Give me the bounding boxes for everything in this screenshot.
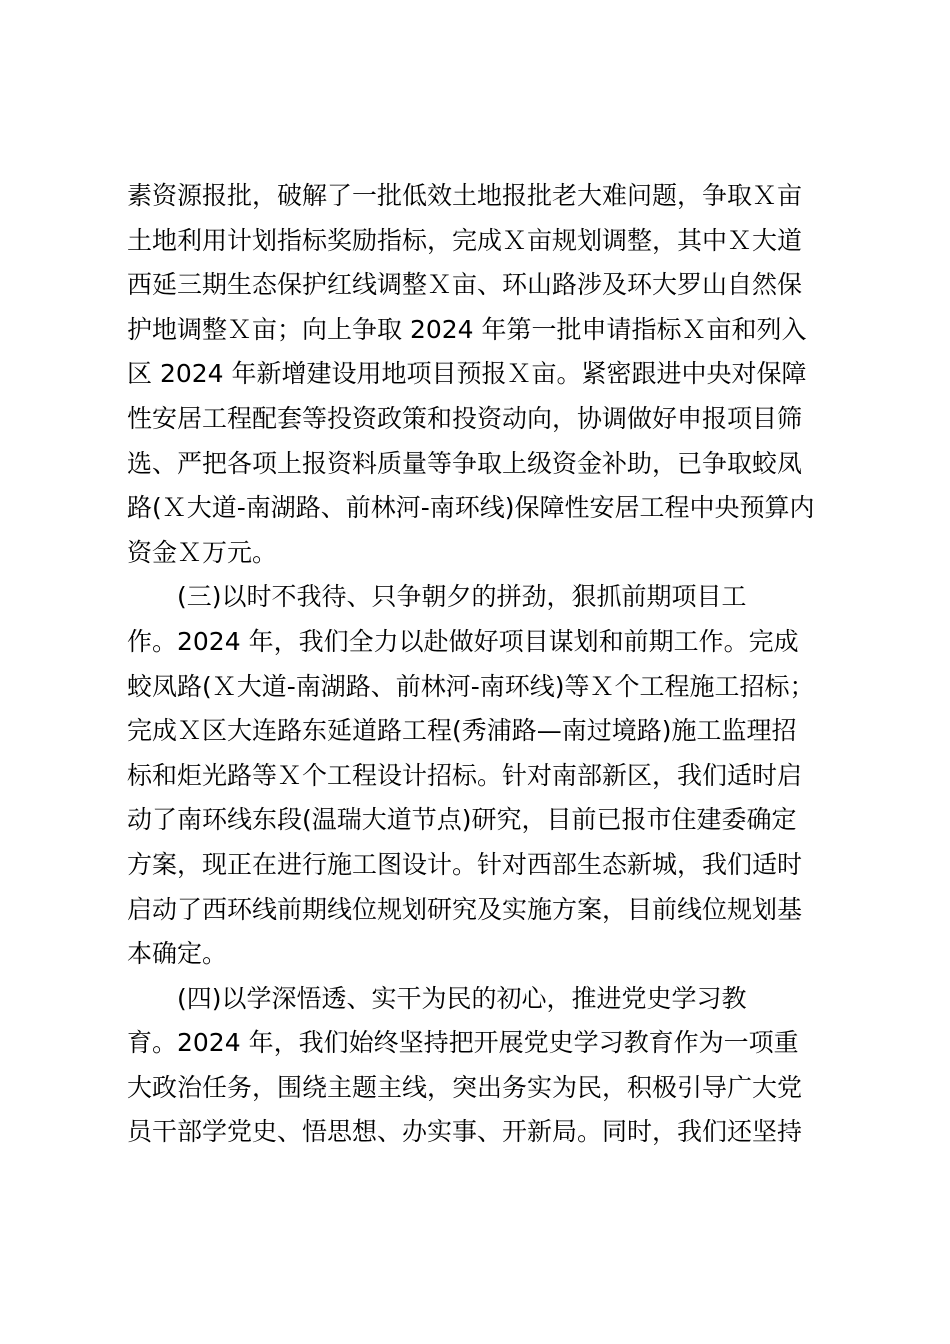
text-line: 完成Ｘ区大连路东延道路工程(秀浦路—南过境路)施工监理招 [127, 716, 797, 746]
text-line: 标和炬光路等Ｘ个工程设计招标。针对南部新区，我们适时启 [127, 760, 803, 790]
text-line: 西延三期生态保护红线调整Ｘ亩、环山路涉及环大罗山自然保 [127, 270, 803, 300]
text-line: 护地调整Ｘ亩；向上争取 2024 年第一批申请指标Ｘ亩和列入 [127, 314, 807, 344]
text-line: 员干部学党史、悟思想、办实事、开新局。同时，我们还坚持 [127, 1117, 803, 1147]
text-line: 性安居工程配套等投资政策和投资动向，协调做好申报项目筛 [127, 403, 803, 433]
text-line: 土地利用计划指标奖励指标，完成Ｘ亩规划调整，其中Ｘ大道 [127, 225, 803, 255]
text-line: 选、严把各项上报资料质量等争取上级资金补助，已争取蛟凤 [127, 448, 803, 478]
text-line: 育。2024 年，我们始终坚持把开展党史学习教育作为一项重 [127, 1028, 799, 1058]
text-line: 区 2024 年新增建设用地项目预报Ｘ亩。紧密跟进中央对保障 [127, 359, 807, 389]
text-line: 素资源报批，破解了一批低效土地报批老大难问题，争取Ｘ亩 [127, 181, 803, 210]
text-line: 大政治任务，围绕主题主线，突出务实为民，积极引导广大党 [127, 1072, 803, 1102]
text-line: 路(Ｘ大道-南湖路、前林河-南环线)保障性安居工程中央预算内 [127, 493, 815, 523]
text-line: 本确定。 [127, 939, 228, 969]
text-line: 方案，现正在进行施工图设计。针对西部生态新城，我们适时 [127, 849, 803, 879]
section-heading-line: (四)以学深悟透、实干为民的初心，推进党史学习教 [177, 983, 747, 1013]
text-line: 蛟凤路(Ｘ大道-南湖路、前林河-南环线)等Ｘ个工程施工招标； [127, 671, 815, 701]
text-line: 动了南环线东段(温瑞大道节点)研究，目前已报市住建委确定 [127, 805, 797, 835]
text-line: 作。2024 年，我们全力以赴做好项目谋划和前期工作。完成 [127, 626, 799, 656]
body-text [127, 174, 847, 1155]
text-line: 启动了西环线前期线位规划研究及实施方案，目前线位规划基 [127, 894, 803, 924]
text-line: 资金Ｘ万元。 [127, 537, 278, 567]
section-heading-line: (三)以时不我待、只争朝夕的拼劲，狠抓前期项目工 [177, 582, 747, 612]
